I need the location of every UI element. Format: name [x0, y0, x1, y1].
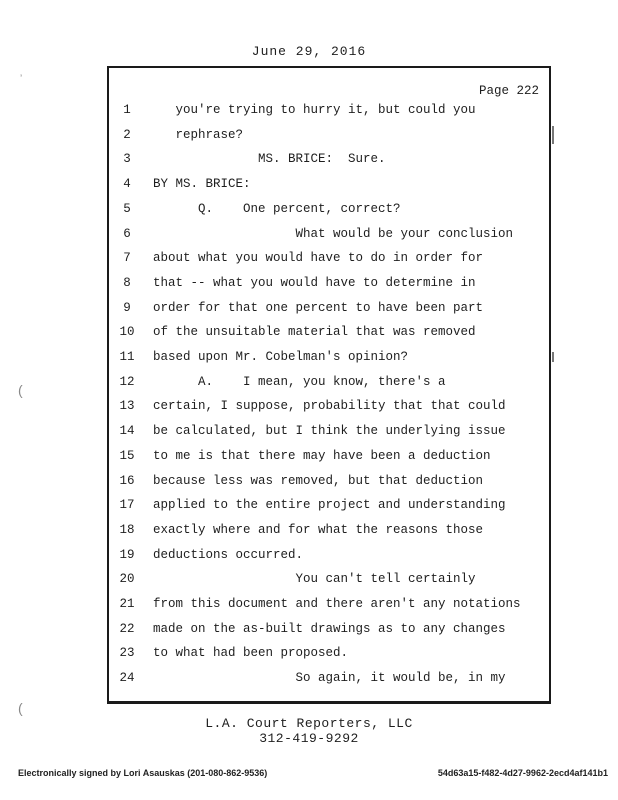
transcript-line [109, 128, 549, 148]
line-number: 5 [123, 201, 131, 216]
line-text: about what you would have to do in order for [153, 251, 484, 266]
transcript-line [109, 548, 549, 568]
line-text: BY MS. BRICE: [153, 177, 251, 192]
scan-speck: ( [18, 700, 23, 716]
transcript-line [109, 572, 549, 592]
line-text: that -- what you would have to determine in [153, 275, 476, 290]
line-number: 6 [123, 226, 131, 241]
line-number: 4 [123, 177, 131, 192]
transcript-line [109, 449, 549, 469]
line-number: 7 [123, 251, 131, 266]
line-number: 21 [119, 597, 135, 611]
line-text: based upon Mr. Cobelman's opinion? [153, 350, 409, 364]
line-text: deductions occurred. [153, 547, 304, 562]
transcript-line [109, 498, 549, 518]
transcript-line [109, 276, 549, 296]
transcript-line [109, 523, 549, 543]
line-number: 10 [119, 325, 135, 340]
transcript-line [109, 202, 549, 222]
margin-mark [552, 352, 554, 362]
line-number: 8 [123, 275, 131, 290]
line-text: exactly where and for what the reasons those [153, 522, 484, 537]
court-reporter-company: L.A. Court Reporters, LLC [205, 716, 413, 731]
line-number: 24 [119, 671, 135, 686]
line-text: from this document and there aren't any notations [153, 597, 521, 611]
line-number: 19 [119, 547, 135, 562]
line-text: you're trying to hurry it, but could you [153, 103, 476, 117]
line-text: So again, it would be, in my [153, 671, 506, 686]
line-text: applied to the entire project and understanding [153, 498, 506, 513]
line-text: You can't tell certainly [153, 572, 476, 587]
line-number: 20 [119, 572, 135, 587]
transcript-line [109, 597, 549, 617]
line-number: 16 [119, 473, 135, 488]
line-number: 22 [119, 621, 135, 636]
line-number: 15 [119, 448, 135, 463]
line-text: What would be your conclusion [153, 226, 514, 241]
line-text: MS. BRICE: Sure. [153, 152, 386, 167]
transcript-line [109, 474, 549, 494]
line-text: made on the as-built drawings as to any changes [153, 621, 506, 636]
transcript-page-frame [107, 66, 551, 704]
line-number: 3 [123, 152, 131, 167]
electronic-signature-note: Electronically signed by Lori Asauskas (201-080-862-9536) [18, 768, 268, 778]
margin-mark [552, 126, 554, 144]
transcript-date: June 29, 2016 [251, 44, 367, 59]
transcript-line [109, 646, 549, 666]
transcript-line [109, 251, 549, 271]
line-text: of the unsuitable material that was removed [153, 325, 476, 340]
transcript-line [109, 350, 549, 370]
line-text: order for that one percent to have been part [153, 300, 484, 315]
court-reporter-phone: 312-419-9292 [259, 731, 359, 746]
transcript-line [109, 622, 549, 642]
transcript-line [109, 301, 549, 321]
transcript-line [109, 227, 549, 247]
transcript-line [109, 177, 549, 197]
line-number: 9 [123, 300, 131, 315]
line-number: 23 [119, 646, 135, 661]
line-number: 14 [119, 424, 135, 439]
transcript-line [109, 671, 549, 691]
line-number: 13 [119, 399, 135, 414]
line-number: 1 [123, 103, 131, 117]
transcript-line [109, 325, 549, 345]
transcript-line [109, 424, 549, 444]
line-number: 18 [119, 522, 135, 537]
line-number: 17 [119, 498, 135, 513]
document-hash: 54d63a15-f482-4d27-9962-2ecd4af141b1 [437, 768, 608, 778]
line-number: 12 [119, 374, 135, 389]
page-number: Page 222 [478, 84, 539, 98]
line-text: rephrase? [153, 127, 244, 142]
transcript-line [109, 375, 549, 395]
line-text: to what had been proposed. [153, 646, 349, 661]
line-text: because less was removed, but that deduction [153, 473, 484, 488]
line-text: to me is that there may have been a deduction [153, 448, 491, 463]
line-text: Q. One percent, correct? [153, 201, 401, 216]
line-text: be calculated, but I think the underlying issue [153, 424, 506, 439]
scan-speck: ( [18, 382, 23, 398]
scan-speck: ʼ [20, 74, 23, 85]
line-number: 11 [119, 350, 135, 364]
line-text: certain, I suppose, probability that that could [153, 399, 506, 414]
transcript-line [109, 103, 549, 123]
transcript-line [109, 152, 549, 172]
transcript-line [109, 399, 549, 419]
line-text: A. I mean, you know, there's a [153, 374, 446, 389]
line-number: 2 [123, 127, 131, 142]
